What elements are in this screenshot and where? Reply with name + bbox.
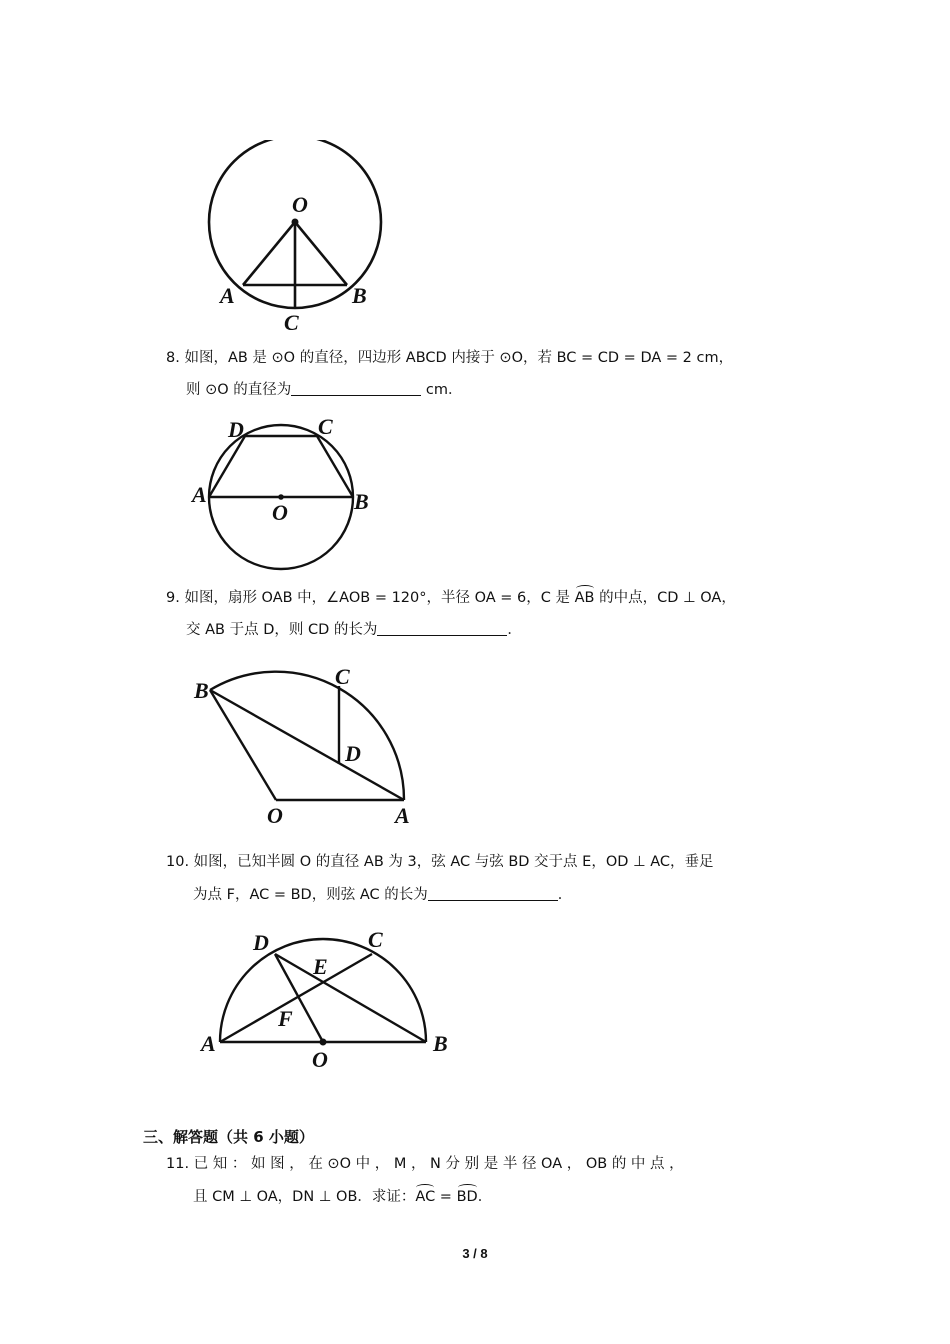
q8-line1: 8. 如图，AB 是 ⊙O 的直径，四边形 ABCD 内接于 ⊙O，若 BC = CD = DA = 2 cm， [166,350,734,366]
label-D: D [228,417,244,442]
q10-line2-pre: 为点 F，AC = BD，则弦 AC 的长为 [193,887,428,903]
label-C: C [335,664,350,689]
label-O: O [292,192,308,217]
label-B: B [354,489,369,514]
label-A: A [395,803,410,828]
q11-line2-post: ． [477,1189,493,1205]
label-C: C [318,414,333,439]
arc-AC: AC [415,1189,436,1205]
figure-7-circle [200,140,420,340]
q11-eq: = [435,1189,457,1205]
figure-8-circle [190,408,380,578]
q11-line1: 11. 已 知 ： 如 图 ， 在 ⊙O 中 ， M ， N 分 别 是 半 径 OA ， OB 的 中 点 ， [166,1156,684,1172]
q9-line1-pre: 9. 如图，扇形 OAB 中，∠AOB = 120°，半径 OA = 6，C 是 [166,590,575,606]
figure-9-sector [190,660,420,830]
label-B: B [433,1031,448,1056]
label-E: E [313,954,328,979]
q8-line2-pre: 则 ⊙O 的直径为 [186,382,292,398]
label-A: A [201,1031,216,1056]
figure-10-semicircle [195,920,465,1080]
q9-line2-post: ． [507,622,522,638]
answer-blank-8[interactable] [291,381,421,396]
section-title: 三、解答题（共 6 小题） [143,1128,314,1146]
label-D: D [253,930,269,955]
label-D: D [345,741,361,766]
label-B: B [194,678,209,703]
label-C: C [368,927,383,952]
label-B: B [352,283,367,308]
label-O: O [312,1047,328,1072]
q9-line2-pre: 交 AB 于点 D，则 CD 的长为 [186,622,378,638]
label-A: A [220,283,235,308]
label-O: O [272,500,288,525]
label-O: O [267,803,283,828]
q11-line2-pre: 且 CM ⊥ OA，DN ⊥ OB．求证： [193,1189,416,1205]
q10-line2-post: ． [557,887,573,903]
answer-blank-9[interactable] [377,621,507,636]
q8-line2-post: cm． [421,382,463,398]
label-C: C [284,310,299,335]
label-F: F [278,1006,293,1031]
page-number: 3 / 8 [462,1246,488,1261]
label-A: A [192,482,207,507]
q9-line1-post: 的中点，CD ⊥ OA， [594,590,736,606]
arc-AB: AB [574,590,595,606]
q10-line1: 10. 如图，已知半圆 O 的直径 AB 为 3，弦 AC 与弦 BD 交于点 E，OD ⊥ AC，垂足 [166,854,714,870]
answer-blank-10[interactable] [428,886,558,901]
arc-BD: BD [456,1189,478,1205]
